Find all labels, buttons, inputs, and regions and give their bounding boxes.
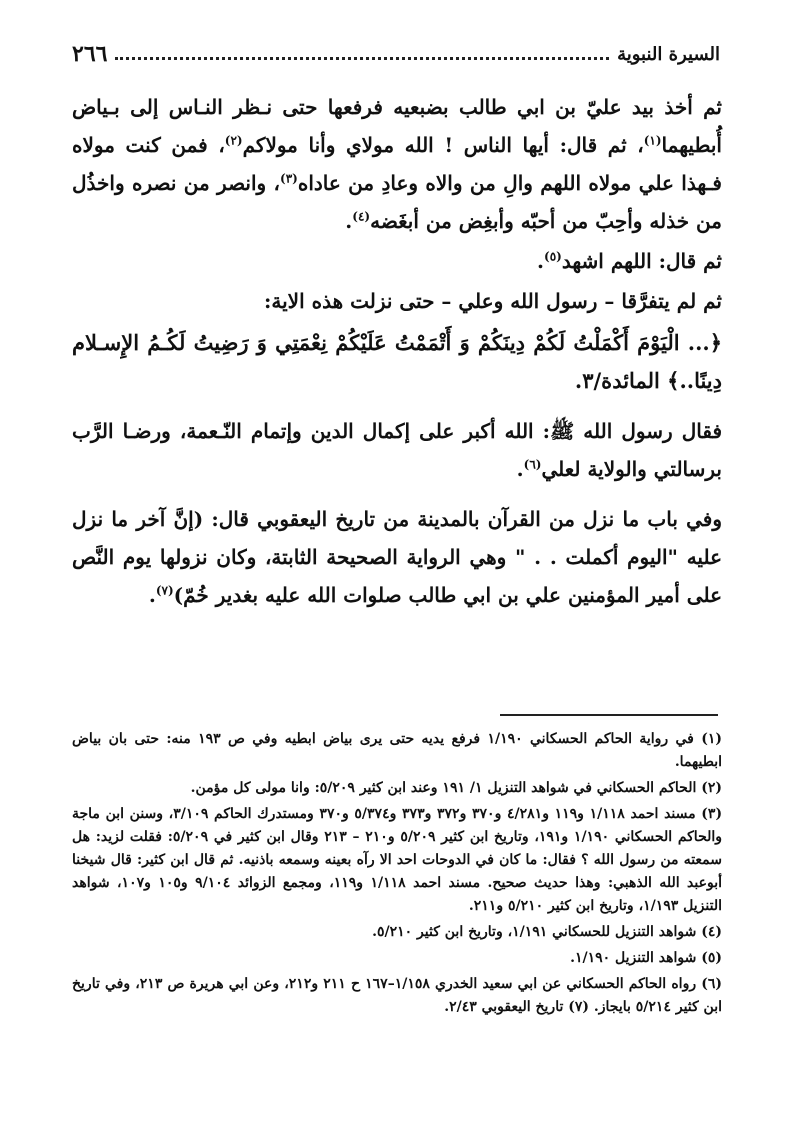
verse-text: ﴿... الْيَوْمَ أَكْمَلْتُ لَكُمْ دِينَكُمْ وَ أَتْمَمْتُ عَلَيْكُمْ نِعْمَتِي وَ رَضِيتُ لَكُـمُ الإِسـلام دِينًا..﴾ المائدة/٣. bbox=[72, 330, 722, 393]
running-title: السيرة النبوية bbox=[617, 43, 720, 65]
paragraph-text: ، ثم قال: أيها الناس ! الله مولاي وأنا مولاكم bbox=[242, 133, 644, 157]
paragraph-5 bbox=[72, 500, 722, 614]
main-text bbox=[72, 88, 722, 614]
footnote-1: (١) في رواية الحاكم الحسكاني ١/١٩٠ فرفع يديه حتى يرى بياض ابطيه وفي ص ١٩٣ منه: حتى بان بياض ابطيهما. bbox=[72, 731, 722, 770]
paragraph-text: . bbox=[516, 457, 524, 481]
paragraph-1 bbox=[72, 88, 722, 240]
footnotes bbox=[72, 728, 722, 1022]
paragraph-text: . bbox=[537, 249, 544, 273]
footnote-2: (٢) الحاكم الحسكاني في شواهد التنزيل ١/ ١٩١ وعند ابن كثير ٥/٢٠٩: وانا مولى كل مؤمن. bbox=[190, 780, 722, 796]
paragraph-text: ثم أخذ بيد عليّ بن ابي طالب بضبعيه فرفعها حتى نـظر النـاس إلى بـياض أُبطيهما bbox=[72, 95, 722, 157]
footnote-5: (٥) شواهد التنزيل ١/١٩٠. bbox=[570, 950, 722, 966]
footnote-ref[interactable]: (٧) bbox=[155, 583, 174, 598]
footnote-ref[interactable]: (٣) bbox=[280, 171, 298, 186]
footnote-ref[interactable]: (١) bbox=[643, 133, 662, 148]
paragraph-text: . bbox=[148, 583, 156, 607]
header-leader-dots bbox=[115, 57, 609, 60]
footnote-3: (٣) مسند احمد ١/١١٨ و١١٩ و٤/٢٨١ و٣٧٠ و٣٧٢ و٣٧٣ و٥/٣٧٤ و٣٧٠ ومستدرك الحاكم ٣/١٠٩، وسنن ابن ماجة والحاكم الحسكاني ١/١٩٠ و١٩١، وتاريخ ابن كثير ٥/٢٠٩ و٢١٠ – ٢١٣ وقال ابن كثير في ٥/٢٠٩: فقلت لزيد: هل سمعته من رسول الله ؟ فقال: ما كان في الدوحات احد الا رآه بعينه وسمعه باذنيه. ثم قال ابن كثير: قال شيخنا أبوعبد الله الذهبي: وهذا حديث صحيح. مسند احمد ١/١١٨ و١١٩، ومجمع الزوائد ٩/١٠٤ و١٠٥ و١٠٧، شواهد التنزيل ١/١٩٣، وتاريخ ابن كثير ٥/٢١٠ و٢١١. bbox=[72, 806, 723, 914]
paragraph-4 bbox=[72, 412, 722, 488]
paragraph-text: ، وانصر من نصره واخذُل من خذله وأحِبّ من أحبّه وأبغِض من أبغَضه bbox=[72, 171, 722, 233]
paragraph-3 bbox=[72, 282, 722, 320]
quran-verse bbox=[72, 324, 722, 400]
paragraph-text: . bbox=[345, 209, 353, 233]
page-header bbox=[72, 38, 720, 70]
footnote-6-7: (٦) رواه الحاكم الحسكاني عن ابي سعيد الخدري ١/١٥٨–١٦٧ ح ٢١١ و٢١٢، وعن ابي هريرة ص ٢١٣، وفي تاريخ ابن كثير ٥/٢١٤ بايجاز. (٧) تاريخ اليعقوبي ٢/٤٣. bbox=[72, 976, 723, 1015]
paragraph-2 bbox=[72, 242, 722, 280]
footnote-separator bbox=[500, 714, 718, 716]
paragraph-text: ثم لم يتفرَّقا – رسول الله وعلي – حتى نزلت هذه الاية: bbox=[264, 289, 722, 313]
paragraph-text: ، فمن كنت مولاه فـهذا علي مولاه اللهم والِ من والاه وعادِ من عاداه bbox=[72, 133, 722, 195]
footnote-ref[interactable]: (٥) bbox=[544, 249, 562, 264]
footnote-ref[interactable]: (٦) bbox=[523, 457, 542, 472]
paragraph-text: فقال رسول الله ﷺ: الله أكبر على إكمال الدين وإتمام النّـعمة، ورضـا الرَّب برسالتي والولاية لعلي bbox=[72, 419, 722, 481]
page-number: ٢٦٦ bbox=[72, 41, 108, 67]
paragraph-text: ثم قال: اللهم اشهد bbox=[561, 249, 722, 273]
footnote-ref[interactable]: (٤) bbox=[352, 209, 371, 224]
paragraph-text: وفي باب ما نزل من القرآن بالمدينة من تاريخ اليعقوبي قال: (إنَّ آخر ما نزل عليه "اليوم أكملت . . " وهي الرواية الصحيحة الثابتة، وكان نزولها يوم النَّص على أمير المؤمنين علي بن ابي طالب صلوات الله عليه بغدير خُمّ) bbox=[72, 507, 723, 607]
footnote-4: (٤) شواهد التنزيل للحسكاني ١/١٩١، وتاريخ ابن كثير ٥/٢١٠. bbox=[372, 924, 722, 940]
footnote-ref[interactable]: (٢) bbox=[224, 133, 243, 148]
